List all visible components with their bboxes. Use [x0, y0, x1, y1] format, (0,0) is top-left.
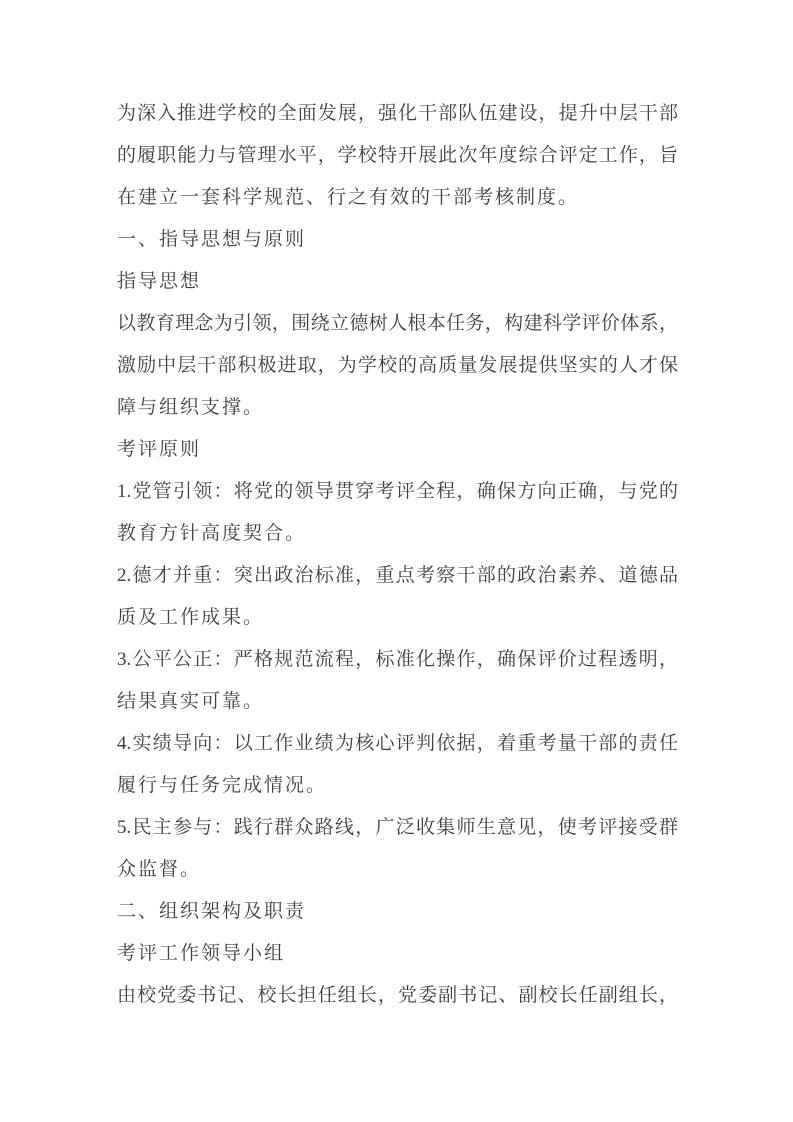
paragraph-line: 在建立一套科学规范、行之有效的干部考核制度。 [117, 187, 580, 208]
list-item-line: 5.民主参与：践行群众路线，广泛收集师生意见，使考评接受群 [117, 817, 678, 838]
document-body [117, 93, 678, 1017]
paragraph-line: 的履职能力与管理水平，学校特开展此次年度综合评定工作，旨 [117, 145, 678, 166]
sub-heading: 考评原则 [117, 439, 202, 460]
list-item-line: 履行与任务完成情况。 [117, 775, 328, 796]
section-heading: 一、指导思想与原则 [117, 229, 307, 250]
sub-heading: 考评工作领导小组 [117, 943, 286, 964]
list-item-line: 2.德才并重：突出政治标准，重点考察干部的政治素养、道德品 [117, 565, 678, 586]
paragraph-line: 以教育理念为引领，围绕立德树人根本任务，构建科学评价体系， [117, 313, 678, 334]
list-item-line: 质及工作成果。 [117, 607, 265, 628]
list-item-line: 4.实绩导向：以工作业绩为核心评判依据，着重考量干部的责任 [117, 733, 678, 754]
paragraph-line: 激励中层干部积极进取，为学校的高质量发展提供坚实的人才保 [117, 355, 678, 376]
paragraph-line: 为深入推进学校的全面发展，强化干部队伍建设，提升中层干部 [117, 103, 678, 124]
section-heading: 二、组织架构及职责 [117, 901, 307, 922]
list-item-line: 3.公平公正：严格规范流程，标准化操作，确保评价过程透明， [117, 649, 678, 670]
list-item-line: 1.党管引领：将党的领导贯穿考评全程，确保方向正确，与党的 [117, 481, 678, 502]
sub-heading: 指导思想 [117, 271, 202, 292]
list-item-line: 众监督。 [117, 859, 202, 880]
paragraph-line: 由校党委书记、校长担任组长，党委副书记、副校长任副组长， [117, 985, 678, 1006]
list-item-line: 教育方针高度契合。 [117, 523, 307, 544]
list-item-line: 结果真实可靠。 [117, 691, 265, 712]
paragraph-line: 障与组织支撑。 [117, 397, 265, 418]
